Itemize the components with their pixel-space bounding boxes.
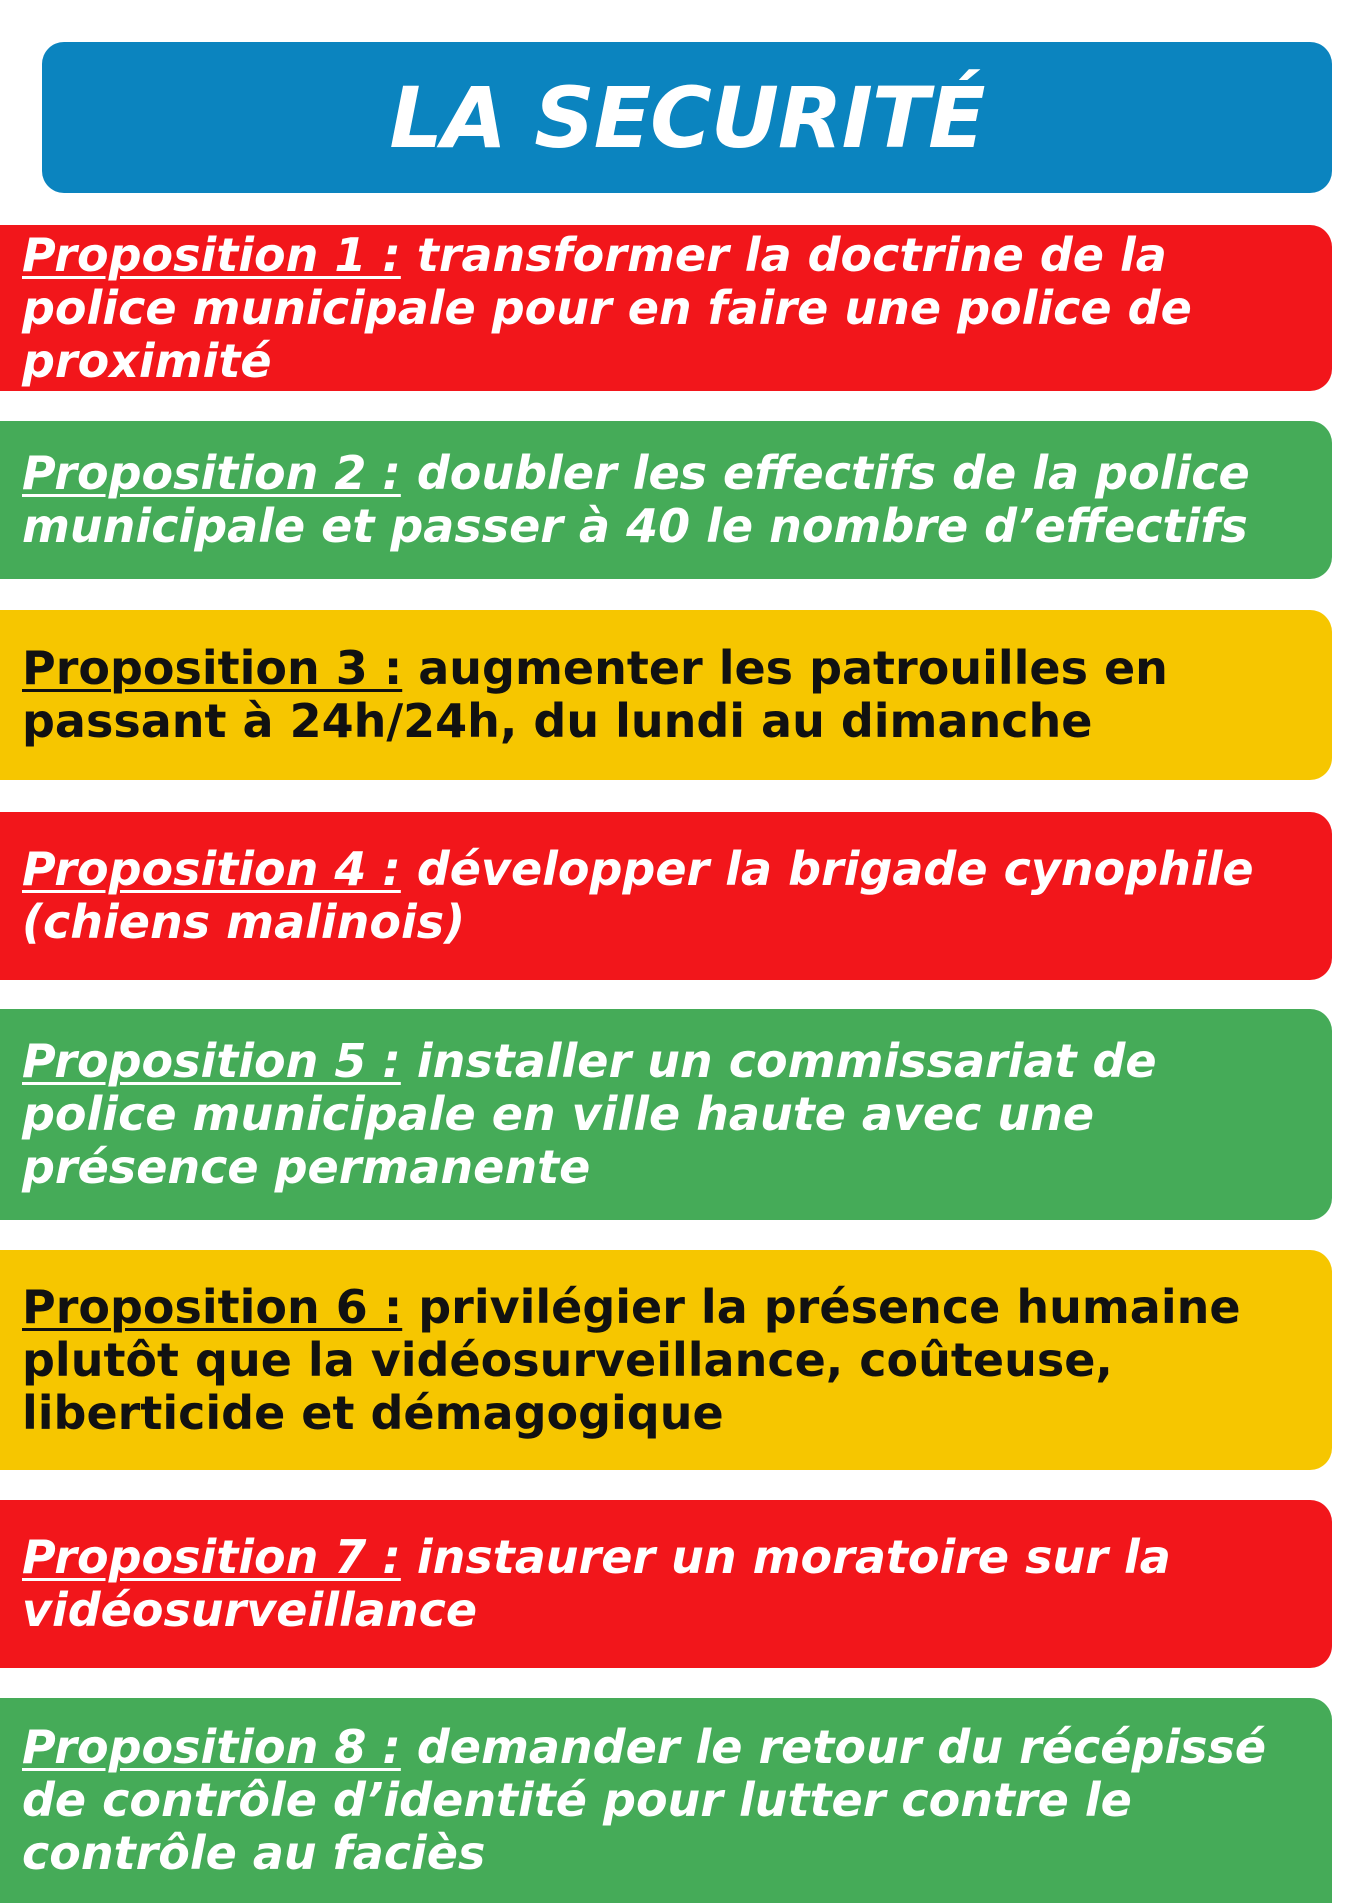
proposition-5-label: Proposition 5 : bbox=[22, 1034, 401, 1088]
proposition-8-body: demander le retour du récépissé de contrôle d’identité pour lutter contre le contrôle au faciès bbox=[22, 1720, 1267, 1880]
proposition-6-body: privilégier la présence humaine plutôt que la vidéosurveillance, coûteuse, liberticide et démagogique bbox=[22, 1279, 1241, 1440]
proposition-4-body: développer la brigade cynophile (chiens malinois) bbox=[22, 842, 1254, 949]
proposition-6-label: Proposition 6 : bbox=[22, 1279, 403, 1334]
proposition-3-label: Proposition 3 : bbox=[22, 641, 403, 695]
proposition-5-text bbox=[22, 1035, 1312, 1194]
page-title: LA SECURITÉ bbox=[389, 68, 985, 167]
proposition-2-body: doubler les effectifs de la police municipale et passer à 40 le nombre d’effectifs bbox=[22, 446, 1250, 553]
proposition-1-text bbox=[22, 229, 1312, 388]
proposition-5-body: installer un commissariat de police municipale en ville haute avec une présence permanente bbox=[22, 1034, 1157, 1194]
proposition-7-body: instaurer un moratoire sur la vidéosurveillance bbox=[22, 1530, 1171, 1637]
proposition-2-label: Proposition 2 : bbox=[22, 446, 401, 500]
proposition-8-text bbox=[22, 1721, 1312, 1880]
proposition-4-label: Proposition 4 : bbox=[22, 842, 401, 896]
proposition-1-label: Proposition 1 : bbox=[22, 227, 401, 282]
proposition-8-box bbox=[0, 1698, 1332, 1903]
proposition-6-box bbox=[0, 1250, 1332, 1470]
proposition-3-box bbox=[0, 610, 1332, 780]
proposition-4-box bbox=[0, 812, 1332, 980]
proposition-7-text bbox=[22, 1531, 1312, 1637]
proposition-8-label: Proposition 8 : bbox=[22, 1720, 401, 1774]
proposition-3-body: augmenter les patrouilles en passant à 24h/24h, du lundi au dimanche bbox=[22, 641, 1168, 748]
proposition-7-box bbox=[0, 1500, 1332, 1668]
proposition-3-text bbox=[22, 642, 1312, 748]
proposition-1-body: transformer la doctrine de la police municipale pour en faire une police de proximité bbox=[22, 227, 1192, 388]
proposition-4-text bbox=[22, 843, 1312, 949]
proposition-2-text bbox=[22, 447, 1312, 553]
proposition-7-label: Proposition 7 : bbox=[22, 1530, 401, 1584]
proposition-6-text bbox=[22, 1281, 1312, 1440]
title-banner bbox=[42, 42, 1332, 193]
proposition-5-box bbox=[0, 1009, 1332, 1220]
proposition-1-box bbox=[0, 225, 1332, 391]
proposition-2-box bbox=[0, 421, 1332, 579]
